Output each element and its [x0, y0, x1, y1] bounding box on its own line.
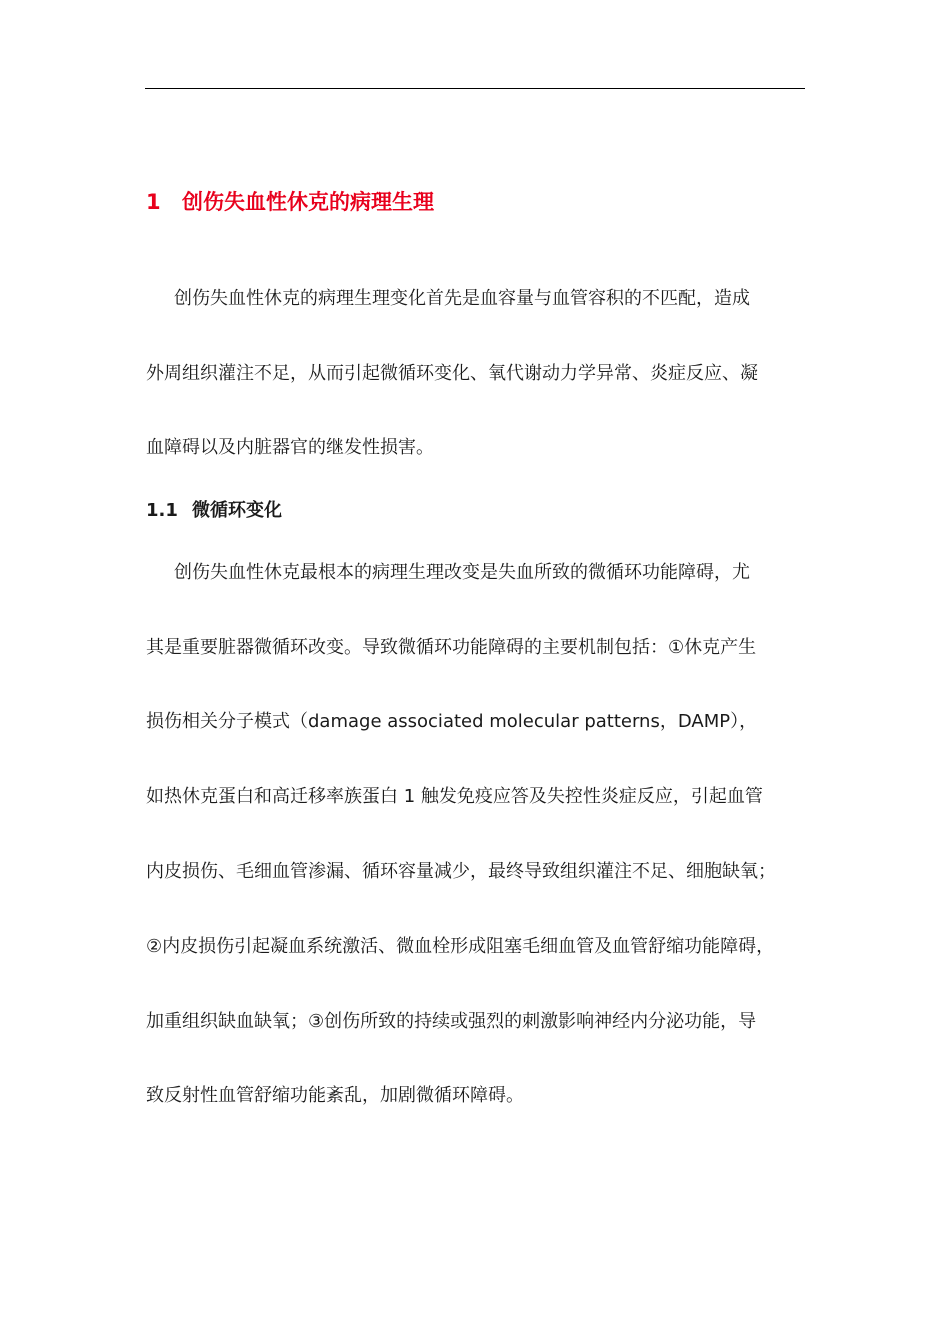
body-paragraph-line: 致反射性血管舒缩功能紊乱，加剧微循环障碍。	[146, 1085, 524, 1106]
body-paragraph-line: 损伤相关分子模式（damage associated molecular patterns，DAMP），	[146, 711, 758, 732]
subsection-heading	[146, 496, 282, 526]
body-paragraph-line: ②内皮损伤引起凝血系统激活、微血栓形成阻塞毛细血管及血管舒缩功能障碍，	[146, 936, 775, 957]
section-heading	[146, 186, 434, 218]
section-title: 创伤失血性休克的病理生理	[182, 190, 434, 214]
body-paragraph-line: 创伤失血性休克最根本的病理生理改变是失血所致的微循环功能障碍，尤	[174, 562, 750, 583]
body-paragraph-line: 加重组织缺血缺氧；③创伤所致的持续或强烈的刺激影响神经内分泌功能，导	[146, 1011, 757, 1032]
section-number: 1	[146, 190, 161, 214]
header-rule	[145, 88, 805, 89]
subsection-number: 1.1	[146, 500, 178, 521]
subsection-title: 微循环变化	[192, 500, 282, 521]
intro-paragraph-line: 血障碍以及内脏器官的继发性损害。	[146, 437, 434, 458]
intro-paragraph-line: 外周组织灌注不足，从而引起微循环变化、氧代谢动力学异常、炎症反应、凝	[146, 363, 758, 384]
body-paragraph-line: 其是重要脏器微循环改变。导致微循环功能障碍的主要机制包括：①休克产生	[146, 637, 757, 658]
body-paragraph-line: 内皮损伤、毛细血管渗漏、循环容量减少，最终导致组织灌注不足、细胞缺氧；	[146, 861, 776, 882]
intro-paragraph-line: 创伤失血性休克的病理生理变化首先是血容量与血管容积的不匹配，造成	[174, 288, 750, 309]
body-paragraph-line: 如热休克蛋白和高迁移率族蛋白 1 触发免疫应答及失控性炎症反应，引起血管	[146, 786, 763, 807]
